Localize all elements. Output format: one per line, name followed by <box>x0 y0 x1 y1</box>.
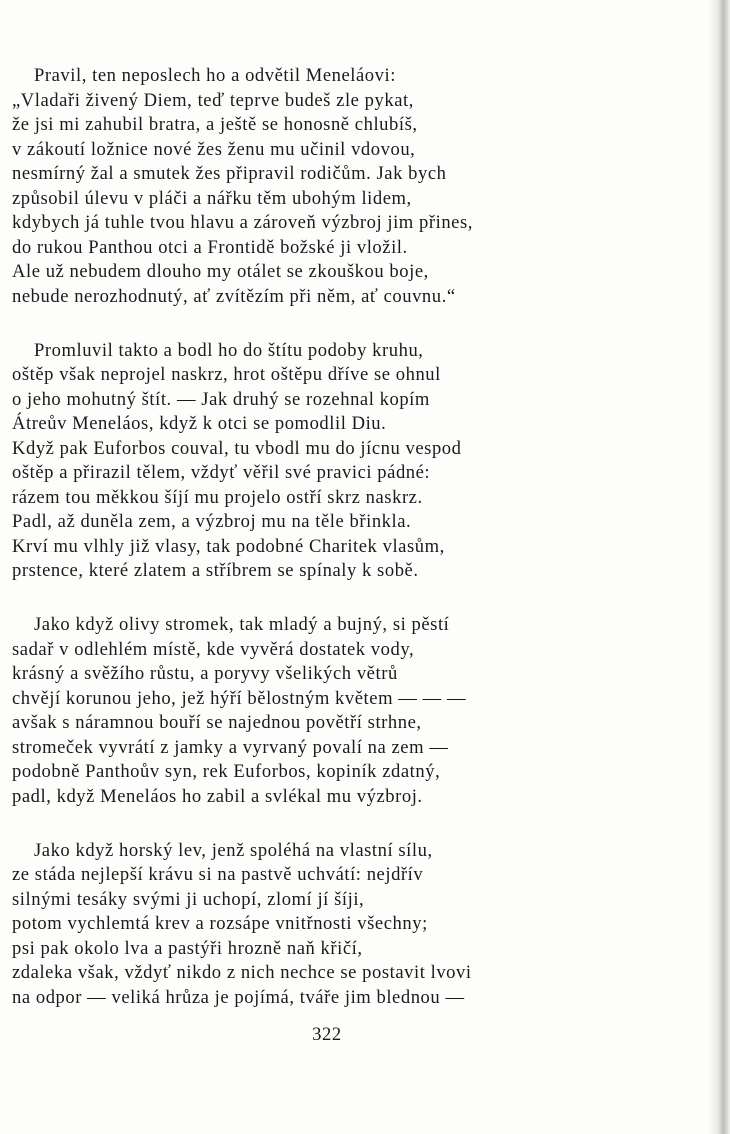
verse-line: že jsi mi zahubil bratra, a ještě se honosně chlubíš, <box>12 114 418 135</box>
verse-line: Pravil, ten neposlech ho a odvětil Meneláovi: <box>34 65 396 86</box>
verse-line: na odpor — veliká hrůza je pojímá, tváře jim blednou — <box>12 986 465 1008</box>
verse-line: ze stáda nejlepší krávu si na pastvě uchvátí: nejdřív <box>12 864 424 885</box>
verse-line: psi pak okolo lva a pastýři hrozně naň křičí, <box>12 937 363 959</box>
verse-line: oštěp však neprojel naskrz, hrot oštěpu dříve se ohnul <box>12 364 441 385</box>
verse-line: Jako když olivy stromek, tak mladý a bujný, si pěstí <box>34 614 450 635</box>
verse-line: chvějí korunou jeho, jež hýří bělostným květem — — — <box>12 687 467 709</box>
verse-line: „Vladaři živený Diem, teď teprve budeš zle pykat, <box>12 89 414 111</box>
verse-line: Padl, až duněla zem, a výzbroj mu na těle břinkla. <box>12 511 412 532</box>
verse-line: do rukou Panthou otci a Frontidě božské ji vložil. <box>12 236 408 258</box>
verse-line: Krví mu vlhly již vlasy, tak podobné Charitek vlasům, <box>12 535 445 557</box>
verse-line: potom vychlemtá krev a rozsápe vnitřnosti všechny; <box>12 913 428 934</box>
verse-line: nebude nerozhodnutý, ať zvítězím při něm, ať couvnu.“ <box>12 285 456 307</box>
verse-line: Ale už nebudem dlouho my otálet se zkouškou boje, <box>12 261 429 282</box>
verse-line: prstence, které zlatem a stříbrem se spínaly k sobě. <box>12 560 419 581</box>
poem-text <box>12 64 702 1040</box>
verse-line: zdaleka však, vždyť nikdo z nich nechce se postavit lvovi <box>12 962 472 983</box>
verse-line: sadař v odlehlém místě, kde vyvěrá dostatek vody, <box>12 638 415 660</box>
verse-line: nesmírný žal a smutek žes připravil rodičům. Jak bych <box>12 163 447 184</box>
verse-line: způsobil úlevu v pláči a nářku těm ubohým lidem, <box>12 187 412 209</box>
verse-line: Átreův Meneláos, když k otci se pomodlil Diu. <box>12 413 387 434</box>
page-edge-shadow <box>708 0 730 1134</box>
stanza <box>12 339 702 584</box>
verse-line: krásný a svěžího růstu, a poryvy všelikých větrů <box>12 663 398 684</box>
verse-line: avšak s náramnou bouří se najednou povětří strhne, <box>12 712 422 733</box>
verse-line: padl, když Meneláos ho zabil a svlékal mu výzbroj. <box>12 785 423 807</box>
stanza <box>12 64 702 309</box>
verse-line: podobně Panthoův syn, rek Euforbos, kopiník zdatný, <box>12 761 441 782</box>
verse-line: rázem tou měkkou šíjí mu projelo ostří skrz naskrz. <box>12 486 423 508</box>
stanza <box>12 613 702 809</box>
verse-line: stromeček vyvrátí z jamky a vyrvaný povalí na zem — <box>12 736 449 758</box>
verse-line: v zákoutí ložnice nové žes ženu mu učinil vdovou, <box>12 138 416 160</box>
verse-line: oštěp a přirazil tělem, vždyť věřil své pravici pádné: <box>12 462 431 483</box>
stanza <box>12 839 702 1011</box>
verse-line: kdybych já tuhle tvou hlavu a zároveň výzbroj jim přines, <box>12 212 473 233</box>
verse-line: Promluvil takto a bodl ho do štítu podoby kruhu, <box>34 339 424 361</box>
verse-line: silnými tesáky svými ji uchopí, zlomí jí šíji, <box>12 888 365 910</box>
verse-line: Když pak Euforbos couval, tu vbodl mu do jícnu vespod <box>12 437 462 459</box>
page-number: 322 <box>312 1024 342 1045</box>
verse-line: Jako když horský lev, jenž spoléhá na vlastní sílu, <box>34 839 433 861</box>
verse-line: o jeho mohutný štít. — Jak druhý se rozehnal kopím <box>12 388 430 410</box>
